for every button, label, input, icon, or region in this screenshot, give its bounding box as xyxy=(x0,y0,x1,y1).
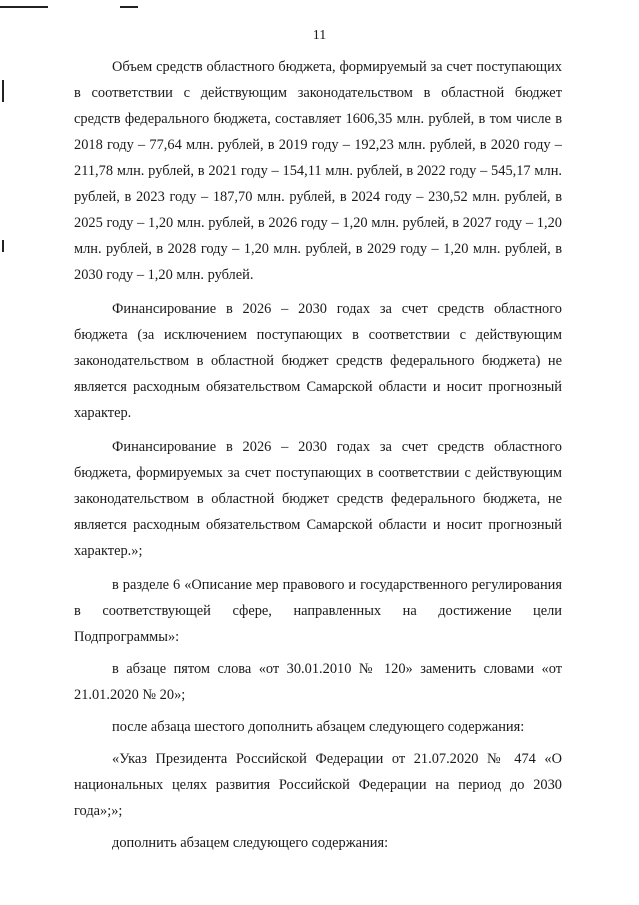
scan-mark-top-center xyxy=(120,6,138,8)
scan-mark-left-edge-lower xyxy=(2,240,4,252)
scan-mark-top-left xyxy=(0,6,48,8)
paragraph-financing-federal: Финансирование в 2026 – 2030 годах за счет средств областного бюджета, формируемых за счет поступающих в соответствии с действующим законодательством в областной бюджет средств федерального бюджета, не является расходным обязательством Самарской области и носит прогнозный характер.»; xyxy=(74,439,562,559)
paragraph-add-paragraph: дополнить абзацем следующего содержания: xyxy=(112,835,389,851)
paragraph-replace-words: в абзаце пятом слова «от 30.01.2010 № 120» заменить словами «от 21.01.2020 № 20»; xyxy=(74,661,562,703)
paragraph-add-after-sixth: после абзаца шестого дополнить абзацем следующего содержания: xyxy=(112,719,525,735)
page-number: 11 xyxy=(312,28,327,43)
paragraph-section-6: в разделе 6 «Описание мер правового и государственного регулирования в соответствующей сфере, направленных на достижение цели Подпрограммы»: xyxy=(74,577,562,645)
scan-mark-left-edge xyxy=(2,80,4,102)
document-body xyxy=(74,54,562,864)
paragraph-budget-volume: Объем средств областного бюджета, формируемый за счет поступающих в соответствии с действующим законодательством в областной бюджет средств федерального бюджета, составляет 1606,35 млн. рублей, в том числе в 2018 году – 77,64 млн. рублей, в 2019 году – 192,23 млн. рублей, в 2020 году – 211,78 млн. рублей, в 2021 году – 154,11 млн. рублей, в 2022 году – 545,17 млн. рублей, в 2023 году – 187,70 млн. рублей, в 2024 году – 230,52 млн. рублей, в 2025 году – 1,20 млн. рублей, в 2026 году – 1,20 млн. рублей, в 2027 году – 1,20 млн. рублей, в 2028 году – 1,20 млн. рублей, в 2029 году – 1,20 млн. рублей, в 2030 году – 1,20 млн. рублей. xyxy=(74,59,562,283)
paragraph-presidential-decree: «Указ Президента Российской Федерации от 21.07.2020 № 474 «О национальных целях развития Российской Федерации на период до 2030 года»;»; xyxy=(74,751,562,819)
paragraph-financing-regional: Финансирование в 2026 – 2030 годах за счет средств областного бюджета (за исключением поступающих в соответствии с действующим законодательством в областной бюджет средств федерального бюджета) не является расходным обязательством Самарской области и носит прогнозный характер. xyxy=(74,301,562,421)
